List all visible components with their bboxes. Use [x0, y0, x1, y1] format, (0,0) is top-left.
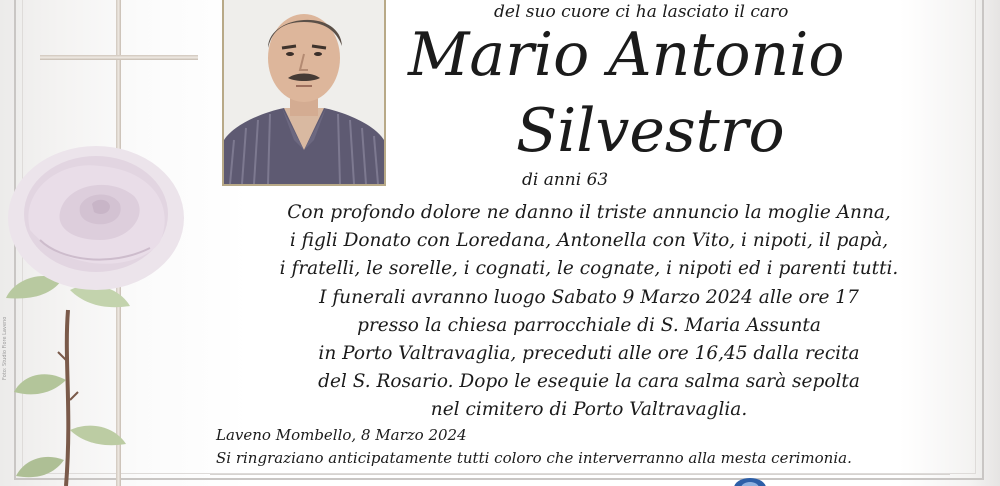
intro-line: del suo cuore ci ha lasciato il caro: [494, 2, 789, 22]
rose-icon: [0, 130, 200, 486]
funeral-line: in Porto Valtravaglia, preceduti alle ore 16,45 dalla recita: [318, 343, 860, 364]
funeral-line: presso la chiesa parrocchiale di S. Maria Assunta: [357, 315, 821, 336]
funeral-line: I funerali avranno luogo Sabato 9 Marzo 2024 alle ore 17: [319, 287, 859, 308]
announcement-line: i figli Donato con Loredana, Antonella con Vito, i nipoti, il papà,: [289, 230, 889, 251]
deceased-first-name: Mario Antonio: [408, 20, 845, 90]
portrait-image: [224, 0, 384, 184]
age-line: di anni 63: [522, 170, 609, 190]
cross-icon-horizontal: [40, 55, 198, 60]
deceased-last-name: Silvestro: [516, 96, 785, 166]
announcement-line: Con profondo dolore ne danno il triste annuncio la moglie Anna,: [287, 202, 891, 223]
portrait-photo: [222, 0, 386, 186]
thanks-line: Si ringraziano anticipatamente tutti coloro che interverranno alla mesta cerimonia.: [216, 449, 852, 467]
funeral-line: del S. Rosario. Dopo le esequie la cara salma sarà sepolta: [318, 371, 860, 392]
footer-divider: [210, 474, 950, 475]
place-date: Laveno Mombello, 8 Marzo 2024: [216, 426, 467, 444]
agency-logo-icon: [730, 474, 770, 486]
photo-credit: Foto: Studio Fiore Laveno: [2, 316, 8, 380]
funeral-line: nel cimitero di Porto Valtravaglia.: [430, 399, 748, 420]
announcement-line: i fratelli, le sorelle, i cognati, le cognate, i nipoti ed i parenti tutti.: [279, 258, 899, 279]
